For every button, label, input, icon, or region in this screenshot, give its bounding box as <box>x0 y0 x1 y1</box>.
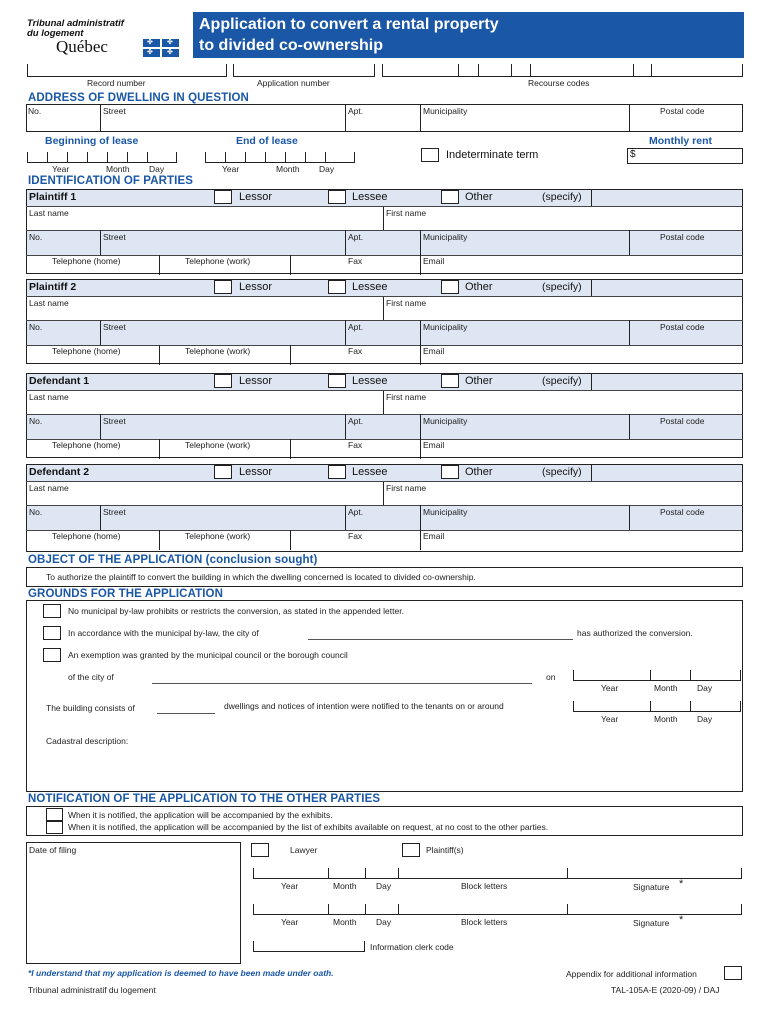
other-label: Other <box>465 466 493 478</box>
on-label: on <box>546 672 556 682</box>
first-name-field[interactable]: First name <box>386 483 427 493</box>
notify-list-checkbox[interactable] <box>46 821 63 834</box>
fax-field[interactable]: Fax <box>348 346 363 356</box>
other-label: Other <box>465 191 493 203</box>
fax-field[interactable]: Fax <box>348 256 363 266</box>
party-municipality-field[interactable]: Municipality <box>423 507 468 517</box>
lessee-checkbox[interactable] <box>328 465 346 479</box>
lessee-label: Lessee <box>352 375 388 387</box>
grounds-bylaw-checkbox[interactable] <box>43 626 61 640</box>
party-no-field[interactable]: No. <box>29 232 43 242</box>
email-field[interactable]: Email <box>423 346 445 356</box>
party-postal-code-field[interactable]: Postal code <box>660 507 705 517</box>
party-municipality-field[interactable]: Municipality <box>423 232 468 242</box>
notice-month-label: Month <box>654 714 678 724</box>
sig2-asterisk: * <box>679 914 684 926</box>
other-checkbox[interactable] <box>441 374 459 388</box>
cadastral-label: Cadastral description: <box>46 736 129 746</box>
lessor-label: Lessor <box>239 191 273 203</box>
party-no-field[interactable]: No. <box>29 416 43 426</box>
dwelling-postal-code-field[interactable]: Postal code <box>660 106 705 116</box>
sig2-block-letters-label: Block letters <box>461 917 508 927</box>
party-apt-field[interactable]: Apt. <box>348 232 364 242</box>
party-apt-field[interactable]: Apt. <box>348 507 364 517</box>
other-checkbox[interactable] <box>441 190 459 204</box>
form-title-line1: Application to convert a rental property <box>199 16 499 33</box>
sig2-year-label: Year <box>281 917 299 927</box>
dwelling-no-field[interactable]: No. <box>28 106 42 116</box>
tel-home-field[interactable]: Telephone (home) <box>52 531 121 541</box>
tal-logo <box>26 18 191 58</box>
end-month-label: Month <box>276 164 300 174</box>
indeterminate-term-checkbox[interactable] <box>421 148 439 162</box>
org-name-line1: Tribunal administratif <box>27 18 124 29</box>
sig1-signature-label: Signature <box>633 882 670 892</box>
last-name-field[interactable]: Last name <box>29 208 69 218</box>
sig1-day-label: Day <box>376 881 392 891</box>
lessor-label: Lessor <box>239 375 273 387</box>
tel-home-field[interactable]: Telephone (home) <box>52 346 121 356</box>
tel-work-field[interactable]: Telephone (work) <box>185 256 251 266</box>
party-title: Defendant 1 <box>29 375 90 387</box>
lessor-checkbox[interactable] <box>214 374 232 388</box>
plaintiffs-label: Plaintiff(s) <box>426 845 464 855</box>
tel-work-field[interactable]: Telephone (work) <box>185 346 251 356</box>
lessee-label: Lessee <box>352 191 388 203</box>
lessor-checkbox[interactable] <box>214 280 232 294</box>
email-field[interactable]: Email <box>423 256 445 266</box>
party-no-field[interactable]: No. <box>29 507 43 517</box>
party-street-field[interactable]: Street <box>103 232 126 242</box>
tel-home-field[interactable]: Telephone (home) <box>52 256 121 266</box>
plaintiffs-checkbox[interactable] <box>402 843 420 857</box>
last-name-field[interactable]: Last name <box>29 298 69 308</box>
oath-statement: *I understand that my application is deemed to have been made under oath. <box>28 968 334 978</box>
info-clerk-code-label: Information clerk code <box>370 942 454 952</box>
specify-label: (specify) <box>542 281 582 293</box>
dwelling-apt-field[interactable]: Apt. <box>348 106 364 116</box>
dollar-sign: $ <box>630 149 636 160</box>
other-label: Other <box>465 281 493 293</box>
sig2-day-label: Day <box>376 917 392 927</box>
notify-list-label: When it is notified, the application will be accompanied by the list of exhibits available on request, at no cost to the other parties. <box>68 822 549 832</box>
beginning-of-lease-label: Beginning of lease <box>45 135 139 147</box>
email-field[interactable]: Email <box>423 531 445 541</box>
monthly-rent-field[interactable] <box>627 148 743 164</box>
sig2-month-label: Month <box>333 917 357 927</box>
begin-month-label: Month <box>106 164 130 174</box>
sig1-asterisk: * <box>679 878 684 890</box>
party-title: Defendant 2 <box>29 466 90 478</box>
fax-field[interactable]: Fax <box>348 531 363 541</box>
party-no-field[interactable]: No. <box>29 322 43 332</box>
party-street-field[interactable]: Street <box>103 507 126 517</box>
object-section-title: OBJECT OF THE APPLICATION (conclusion sought) <box>28 554 318 566</box>
indeterminate-term-label: Indeterminate term <box>446 149 539 161</box>
last-name-field[interactable]: Last name <box>29 483 69 493</box>
end-day-label: Day <box>319 164 335 174</box>
application-number-label: Application number <box>257 78 330 88</box>
dwelling-municipality-field[interactable]: Municipality <box>423 106 468 116</box>
footer-org: Tribunal administratif du logement <box>28 985 156 995</box>
end-of-lease-label: End of lease <box>236 135 298 147</box>
grounds-section-title: GROUNDS FOR THE APPLICATION <box>28 588 224 600</box>
title-banner <box>193 12 744 58</box>
dwellings-count-input[interactable] <box>157 713 215 714</box>
appendix-label: Appendix for additional information <box>566 969 697 979</box>
sig1-month-label: Month <box>333 881 357 891</box>
grounds-no-bylaw-label: No municipal by-law prohibits or restricts the conversion, as stated in the appended letter. <box>68 606 404 616</box>
fax-field[interactable]: Fax <box>348 440 363 450</box>
date-of-filing-label: Date of filing <box>29 845 77 855</box>
notify-exhibits-checkbox[interactable] <box>46 808 63 821</box>
grounds-exemption-checkbox[interactable] <box>43 648 61 662</box>
record-number-label: Record number <box>87 78 146 88</box>
grounds-exemption-label: An exemption was granted by the municipal council or the borough council <box>68 650 348 660</box>
exemption-year-label: Year <box>601 683 619 693</box>
other-checkbox[interactable] <box>441 465 459 479</box>
specify-label: (specify) <box>542 466 582 478</box>
date-of-filing-box[interactable] <box>26 842 241 964</box>
party-municipality-field[interactable]: Municipality <box>423 322 468 332</box>
form-code: TAL-105A-E (2020-09) / DAJ <box>611 985 720 995</box>
party-municipality-field[interactable]: Municipality <box>423 416 468 426</box>
parties-section-title: IDENTIFICATION OF PARTIES <box>28 175 193 187</box>
lawyer-label: Lawyer <box>290 845 318 855</box>
grounds-no-bylaw-checkbox[interactable] <box>43 604 61 618</box>
bylaw-city-input[interactable] <box>308 639 573 640</box>
party-postal-code-field[interactable]: Postal code <box>660 232 705 242</box>
first-name-field[interactable]: First name <box>386 208 427 218</box>
sig1-year-label: Year <box>281 881 299 891</box>
other-checkbox[interactable] <box>441 280 459 294</box>
first-name-field[interactable]: First name <box>386 392 427 402</box>
party-apt-field[interactable]: Apt. <box>348 416 364 426</box>
begin-day-label: Day <box>149 164 165 174</box>
quebec-flag-icon: ✤ ✤ ✤ ✤ <box>143 39 179 57</box>
lawyer-checkbox[interactable] <box>251 843 269 857</box>
lessee-checkbox[interactable] <box>328 374 346 388</box>
party-postal-code-field[interactable]: Postal code <box>660 322 705 332</box>
tel-home-field[interactable]: Telephone (home) <box>52 440 121 450</box>
party-title: Plaintiff 1 <box>29 191 77 203</box>
end-year-label: Year <box>222 164 240 174</box>
exemption-city-input[interactable] <box>152 683 532 684</box>
sig1-block-letters-label: Block letters <box>461 881 508 891</box>
lessee-checkbox[interactable] <box>328 280 346 294</box>
notification-section-title: NOTIFICATION OF THE APPLICATION TO THE OTHER PARTIES <box>28 793 381 805</box>
form-title-line2: to divided co-ownership <box>199 37 384 54</box>
party-apt-field[interactable]: Apt. <box>348 322 364 332</box>
notice-year-label: Year <box>601 714 619 724</box>
dwellings-notified-label: dwellings and notices of intention were notified to the tenants on or around <box>224 701 504 711</box>
lessee-checkbox[interactable] <box>328 190 346 204</box>
exemption-day-label: Day <box>697 683 713 693</box>
sig2-signature-label: Signature <box>633 918 670 928</box>
grounds-bylaw-label: In accordance with the municipal by-law, the city of <box>68 628 259 638</box>
of-city-label: of the city of <box>68 672 114 682</box>
bylaw-authorized-label: has authorized the conversion. <box>577 628 693 638</box>
org-name-line2: du logement <box>27 28 84 39</box>
party-postal-code-field[interactable]: Postal code <box>660 416 705 426</box>
notify-exhibits-label: When it is notified, the application will be accompanied by the exhibits. <box>68 810 333 820</box>
dwelling-section-title: ADDRESS OF DWELLING IN QUESTION <box>28 92 249 104</box>
lessor-checkbox[interactable] <box>214 465 232 479</box>
lessor-label: Lessor <box>239 466 273 478</box>
lessee-label: Lessee <box>352 466 388 478</box>
begin-year-label: Year <box>52 164 70 174</box>
object-text: To authorize the plaintiff to convert the building in which the dwelling concerned is located to divided co-ownership. <box>46 572 476 582</box>
dwelling-address-box <box>26 104 743 132</box>
monthly-rent-label: Monthly rent <box>649 135 712 147</box>
notice-day-label: Day <box>697 714 713 724</box>
lessee-label: Lessee <box>352 281 388 293</box>
specify-label: (specify) <box>542 375 582 387</box>
building-consists-label: The building consists of <box>46 703 135 713</box>
party-street-field[interactable]: Street <box>103 322 126 332</box>
specify-label: (specify) <box>542 191 582 203</box>
exemption-month-label: Month <box>654 683 678 693</box>
dwelling-street-field[interactable]: Street <box>103 106 126 116</box>
party-street-field[interactable]: Street <box>103 416 126 426</box>
appendix-checkbox[interactable] <box>724 966 742 980</box>
quebec-wordmark: Québec <box>56 37 108 56</box>
other-label: Other <box>465 375 493 387</box>
lessor-label: Lessor <box>239 281 273 293</box>
cadastral-input[interactable] <box>46 748 736 788</box>
first-name-field[interactable]: First name <box>386 298 427 308</box>
email-field[interactable]: Email <box>423 440 445 450</box>
party-title: Plaintiff 2 <box>29 281 77 293</box>
lessor-checkbox[interactable] <box>214 190 232 204</box>
tel-work-field[interactable]: Telephone (work) <box>185 440 251 450</box>
last-name-field[interactable]: Last name <box>29 392 69 402</box>
recourse-codes-label: Recourse codes <box>528 78 590 88</box>
tel-work-field[interactable]: Telephone (work) <box>185 531 251 541</box>
